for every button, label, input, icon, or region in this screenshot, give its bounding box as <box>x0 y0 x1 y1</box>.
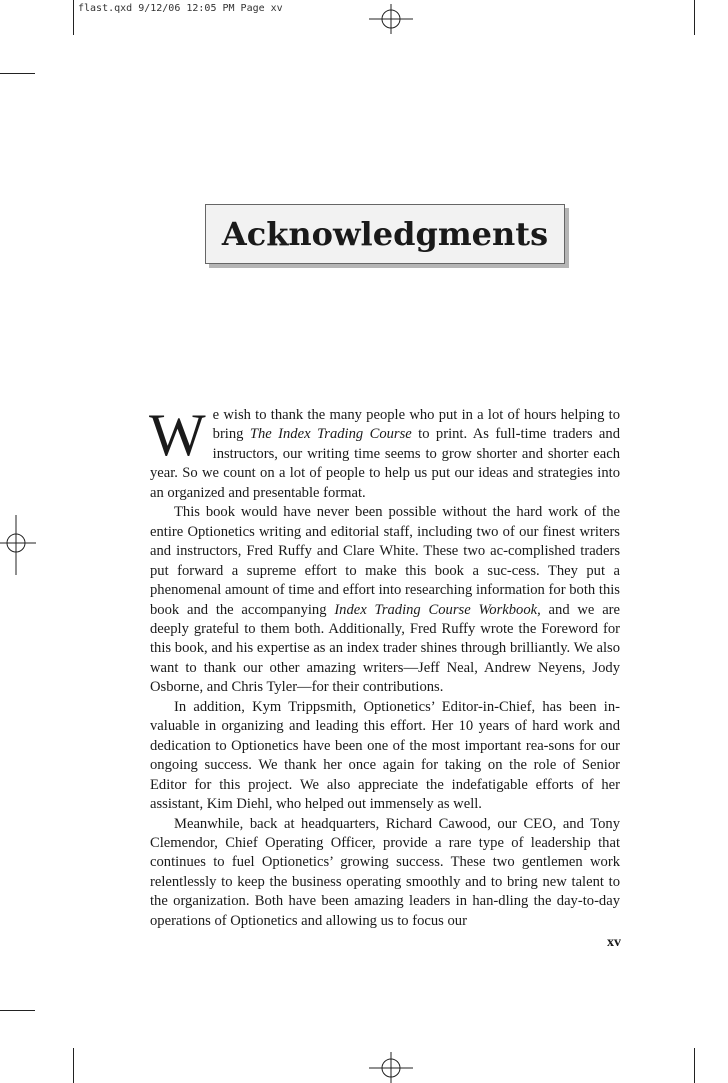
registration-mark-left <box>0 515 36 575</box>
crop-mark-bottom-left-vertical <box>73 1048 74 1083</box>
crop-mark-bottom-left-horizontal <box>0 1010 35 1011</box>
crop-mark-top-left-horizontal <box>0 73 35 74</box>
registration-mark-bottom <box>369 1052 413 1083</box>
body-text <box>149 402 621 931</box>
crop-mark-top-right-vertical <box>694 0 695 35</box>
chapter-title-box <box>205 204 565 264</box>
paragraph-2-post: , and we are deeply grateful to them both. Additionally, Fred Ruffy wrote the Foreword for this book, and his expertise as an index trader shines through brilliantly. We also want to thank our other amazing writers—Jeff Neal, Andrew Neyens, Jody Osborne, and Chris Tyler—for their contributions. <box>150 601 621 696</box>
paragraph-1 <box>149 402 620 503</box>
workbook-title-italic: Index Trading Course Workbook <box>334 601 538 618</box>
registration-mark-top <box>369 4 413 34</box>
paragraph-2-pre: This book would have never been possible without the hard work of the entire Optionetics writing and editorial staff, including two of our finest writers and instructors, Fred Ruffy and Clare White. These two ac-complished traders put forward a supreme effort to make this book a suc-cess. They put a phenomenal amount of time and effort into researching information for both this book and the accompanying <box>150 504 620 618</box>
paragraph-2 <box>150 503 620 698</box>
drop-cap: W <box>149 402 206 468</box>
paragraph-4: Meanwhile, back at headquarters, Richard Cawood, our CEO, and Tony Clemendor, Chief Operating Officer, provide a rare type of leadership that continues to fuel Optionetics’ growing success. These two gentlemen work relentlessly to keep the business operating smoothly and to bring new talent to the organization. Both have been amazing leaders in han-dling the day-to-day operations of Optionetics and allowing us to focus our <box>150 815 620 929</box>
paragraph-3: In addition, Kym Trippsmith, Optionetics’ Editor-in-Chief, has been in-valuable in organizing and leading this effort. Her 10 years of hard work and dedication to Optionetics have been one of the most important rea-sons for our ongoing success. We thank her once again for taking on the role of Senior Editor for this project. We also appreciate the indefatigable efforts of her assistant, Kim Diehl, who helped out immensely as well. <box>150 698 620 813</box>
crop-mark-bottom-right-vertical <box>694 1048 695 1083</box>
slug-line: flast.qxd 9/12/06 12:05 PM Page xv <box>78 3 283 14</box>
chapter-title: Acknowledgments <box>221 215 549 253</box>
page-number: xv <box>607 935 621 950</box>
book-title-italic: The Index Trading Course <box>249 426 412 443</box>
paragraph-1-tail: to print. As full-time traders and instructors, our writing time seems to grow shorter and shorter each year. So we count on a lot of people to help us put our ideas and strategies into an organized and presentable format. <box>150 426 620 501</box>
paragraph-1-text: e wish to thank the many people who put in a lot of hours helping to bring <box>212 407 620 443</box>
crop-mark-top-left-vertical <box>73 0 74 35</box>
